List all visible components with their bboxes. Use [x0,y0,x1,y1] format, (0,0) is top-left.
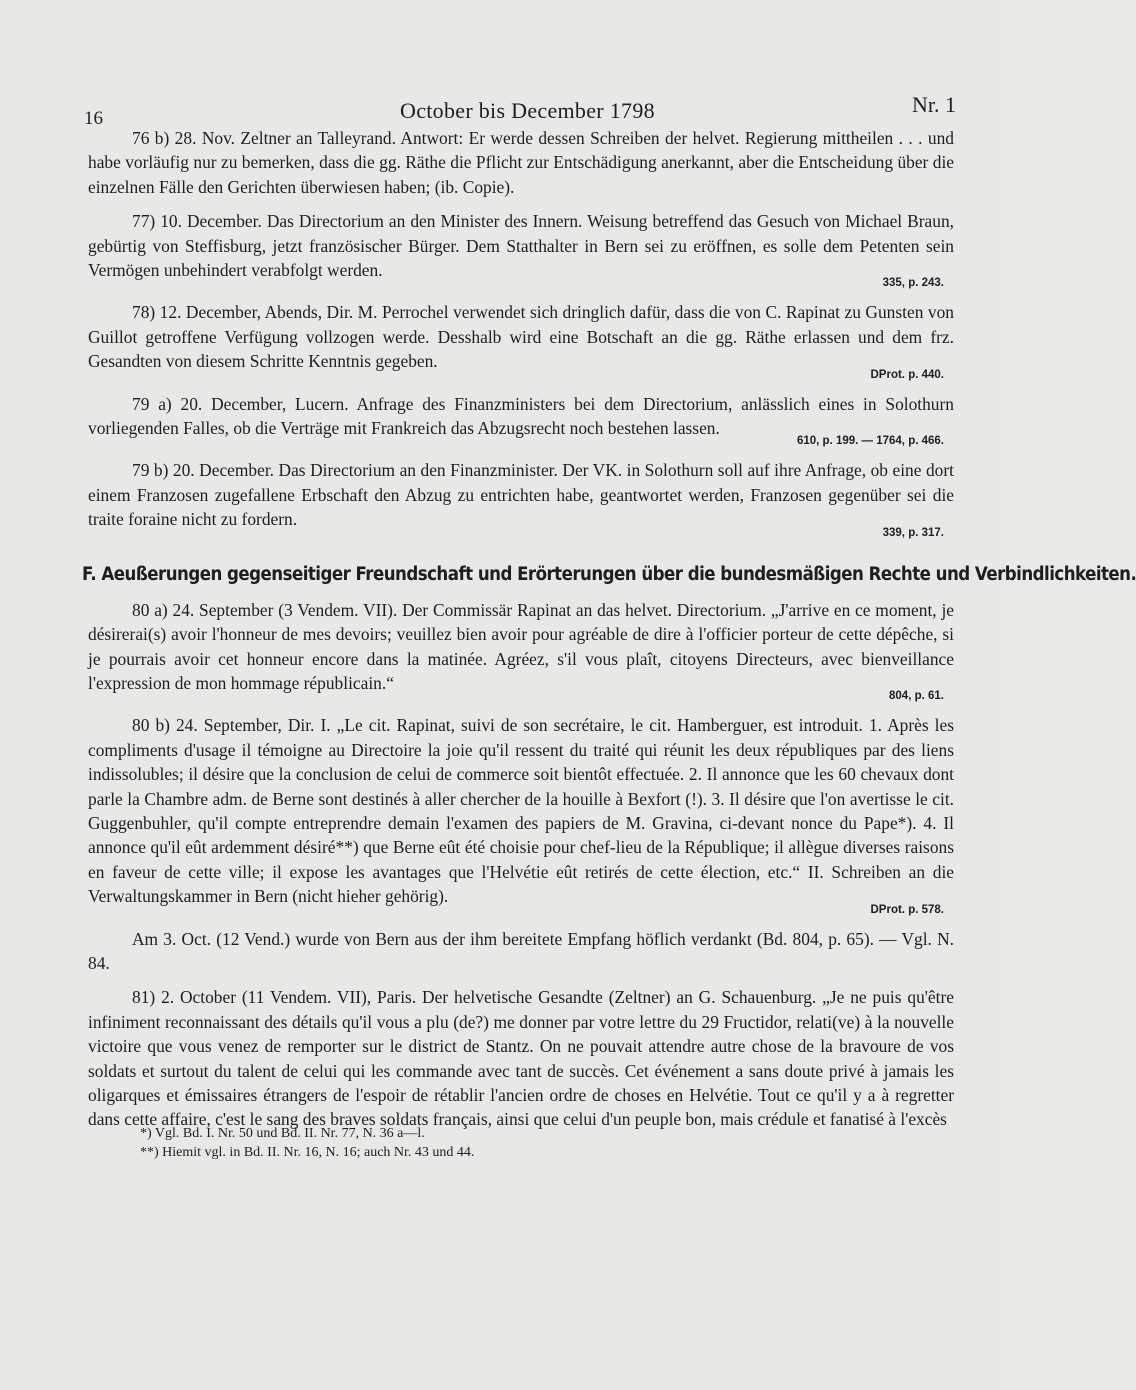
footnotes [140,1124,840,1162]
entry-77: 77) 10. December. Das Directorium an den Minister des Innern. Weisung betreffend das Gesuch von Michael Braun, gebürtig von Steffisburg, jetzt französischer Bürger. Dem Statthalter in Bern sei zu eröffnen, es solle dem Petenten sein Vermögen unbehindert verabfolgt werden. 335, p. 243. [88,211,954,290]
archive-reference: DProt. p. 440. [870,368,944,381]
section-heading: F. Aeußerungen gegenseitiger Freundschaft und Erörterungen über die bundesmäßigen Rechte und Verbindlichkeiten. [82,563,1136,585]
entry-76b: 76 b) 28. Nov. Zeltner an Talleyrand. Antwort: Er werde dessen Schreiben der helvet. Regierung mittheilen . . . und habe vorläufig nur zu bemerken, dass die gg. Räthe die Pflicht zur Entschädigung anerkannt, aber die Entscheidung über die einzelnen Fälle den Gerichten überwiesen haben; (ib. Copie). [88,128,954,197]
entry-81: 81) 2. October (11 Vendem. VII), Paris. Der helvetische Gesandte (Zeltner) an G. Schauenburg. „Je ne puis qu'être infiniment reconnaissant des détails qu'il vous a plu (de?) me donner par votre lettre du 29 Fructidor, relati(ve) à la nouvelle victoire que vous venez de remporter sur le district de Stantz. On ne pouvait attendre autre chose de la bravoure de vos soldats et surtout du talent de celui qui les commande avec tant de succès. Cet événement a sans doute privé à jamais les oligarques et émissaires étrangers de l'espoir de rétablir l'ancien ordre de choses en Helvétie. Tout ce qu'il y a à regretter dans cette affaire, c'est le sang des braves soldats français, ainsi que celui d'un peuple bon, mais crédule et fanatisé à l'excès [88,987,954,1130]
archive-reference: 804, p. 61. [889,690,944,703]
entry-79a: 79 a) 20. December, Lucern. Anfrage des Finanzministers bei dem Directorium, anlässlich eines in Solothurn vorliegenden Falles, ob die Verträge mit Frankreich das Abzugsrecht noch bestehen lassen. 610, p. 199. — 1764, p. 466. [88,393,954,448]
document-number: Nr. 1 [912,92,956,117]
archive-reference: 610, p. 199. — 1764, p. 466. [796,435,944,448]
entry-80a: 80 a) 24. September (3 Vendem. VII). Der Commissär Rapinat an das helvet. Directorium. „J'arrive en ce moment, je désirerai(s) avoir l'honneur de mes devoirs; veuillez bien avoir pour agréable de dire à l'officier porteur de cette dépêche, si je pourrais avoir cet honneur encore dans la matinée. Agréez, s'il vous plaît, citoyens Directeurs, avec bienveillance l'expression de mon hommage républicain.“ 804, p. 61. [88,599,954,703]
archive-reference: 339, p. 317. [882,526,944,539]
entry-note-am-3-oct: Am 3. Oct. (12 Vend.) wurde von Bern aus der ihm bereitete Empfang höflich verdankt (Bd. 804, p. 65). — Vgl. N. 84. [88,928,954,973]
entry-78: 78) 12. December, Abends, Dir. M. Perrochel verwendet sich dringlich dafür, dass die von C. Rapinat zu Gunsten von Guillot getroffene Verfügung vollzogen werde. Desshalb wird eine Botschaft an die gg. Räthe erlassen und dem frz. Gesandten von diesem Schritte Kenntnis gegeben. DProt. p. 440. [88,302,954,381]
entry-80b: 80 b) 24. September, Dir. I. „Le cit. Rapinat, suivi de son secrétaire, le cit. Hamberguer, est introduit. 1. Après les compliments d'usage il témoigne au Directoire la joie qu'il ressent du traité qui réunit les deux républiques par des liens indissolubles; il désire que la conclusion de celui de commerce soit bientôt effectuée. 2. Il annonce que les 60 chevaux dont parle la Chambre adm. de Berne sont destinés à aller chercher de la houille à Bexfort (!). 3. Il désire que l'on avertisse le cit. Guggenbuhler, qu'il compte entreprendre demain l'examen des papiers de M. Gravina, ci-devant nonce du Pape*). 4. Il annonce qu'il eût ardemment désiré**) que Berne eût été choisie pour chef-lieu de la République; il allègue diverses raisons en faveur de cette ville; il expose les avantages que l'Helvétie eût retirés de cette élection, etc.“ II. Schreiben an die Verwaltungskammer in Bern (nicht hieher gehörig). DProt. p. 578. [88,715,954,916]
archive-reference: DProt. p. 578. [870,903,944,916]
page-body [82,126,1136,1142]
archive-reference: 335, p. 243. [882,277,944,290]
footnote: *) Vgl. Bd. I. Nr. 50 und Bd. II. Nr. 77, N. 36 a—l. [140,1126,425,1141]
running-title: October bis December 1798 [400,98,655,123]
page-number: 16 [84,108,103,129]
footnote: **) Hiemit vgl. in Bd. II. Nr. 16, N. 16; auch Nr. 43 und 44. [140,1145,475,1160]
entry-79b: 79 b) 20. December. Das Directorium an den Finanzminister. Der VK. in Solothurn soll auf ihre Anfrage, ob eine dort einem Franzosen zugefallene Erbschaft den Abzug zu entrichten habe, geantwortet werden, Franzosen gegenüber sei die traite foraine nicht zu fordern. 339, p. 317. [88,460,954,539]
